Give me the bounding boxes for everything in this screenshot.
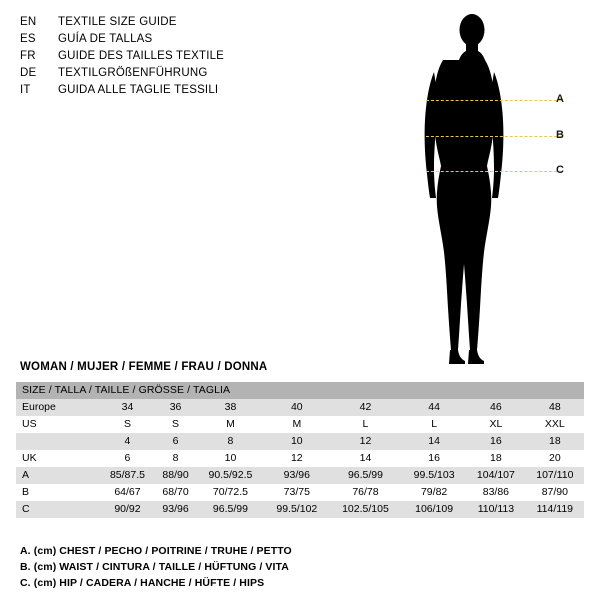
table-row (16, 450, 584, 467)
cell: 14 (329, 450, 402, 467)
cell: 46 (466, 399, 526, 416)
cell: M (196, 416, 265, 433)
cell: 8 (155, 450, 196, 467)
language-title: GUÍA DE TALLAS (58, 33, 153, 45)
row-label: US (16, 416, 100, 433)
cell: 44 (402, 399, 466, 416)
language-title: GUIDA ALLE TAGLIE TESSILI (58, 84, 219, 96)
cell: 38 (196, 399, 265, 416)
measure-line-waist (426, 136, 562, 137)
cell: 10 (265, 433, 329, 450)
footnote-chest: A. (cm) CHEST / PECHO / POITRINE / TRUHE / PETTO (20, 545, 292, 557)
cell: 93/96 (155, 501, 196, 518)
cell: 18 (526, 433, 584, 450)
cell: XL (466, 416, 526, 433)
row-label: Europe (16, 399, 100, 416)
cell: 83/86 (466, 484, 526, 501)
cell: 104/107 (466, 467, 526, 484)
cell: 110/113 (466, 501, 526, 518)
cell: 42 (329, 399, 402, 416)
gender-title: WOMAN / MUJER / FEMME / FRAU / DONNA (20, 361, 268, 373)
cell: 14 (402, 433, 466, 450)
cell: 93/96 (265, 467, 329, 484)
cell: XXL (526, 416, 584, 433)
cell: 18 (466, 450, 526, 467)
measure-label-c: C (556, 164, 564, 176)
cell: 99.5/103 (402, 467, 466, 484)
cell: 102.5/105 (329, 501, 402, 518)
cell: 34 (100, 399, 155, 416)
cell: 6 (100, 450, 155, 467)
cell: 16 (402, 450, 466, 467)
row-label: A (16, 467, 100, 484)
cell: 8 (196, 433, 265, 450)
cell: S (155, 416, 196, 433)
language-code: ES (20, 33, 36, 45)
language-row (20, 84, 400, 101)
row-label: C (16, 501, 100, 518)
footnote-block (20, 543, 580, 591)
cell: M (265, 416, 329, 433)
language-row (20, 50, 400, 67)
language-code: DE (20, 67, 37, 79)
cell: 90.5/92.5 (196, 467, 265, 484)
table-row (16, 399, 584, 416)
cell: 20 (526, 450, 584, 467)
language-row (20, 33, 400, 50)
cell: 106/109 (402, 501, 466, 518)
footnote-hip: C. (cm) HIP / CADERA / HANCHE / HÜFTE / HIPS (20, 577, 265, 589)
cell: 16 (466, 433, 526, 450)
cell: 88/90 (155, 467, 196, 484)
cell: 73/75 (265, 484, 329, 501)
cell: 70/72.5 (196, 484, 265, 501)
table-row (16, 433, 584, 450)
measure-label-a: A (556, 93, 564, 105)
cell: 90/92 (100, 501, 155, 518)
table-row (16, 467, 584, 484)
language-code: EN (20, 16, 37, 28)
cell: 96.5/99 (329, 467, 402, 484)
row-label (16, 433, 100, 450)
cell: 4 (100, 433, 155, 450)
cell: 68/70 (155, 484, 196, 501)
cell: L (402, 416, 466, 433)
cell: 79/82 (402, 484, 466, 501)
footnote-waist: B. (cm) WAIST / CINTURA / TAILLE / HÜFTUNG / VITA (20, 561, 289, 573)
table-row (16, 501, 584, 518)
cell: L (329, 416, 402, 433)
cell: 48 (526, 399, 584, 416)
row-label: UK (16, 450, 100, 467)
cell: 76/78 (329, 484, 402, 501)
cell: S (100, 416, 155, 433)
table-header-label: SIZE / TALLA / TAILLE / GRÖSSE / TAGLIA (16, 382, 584, 399)
language-title: TEXTILGRÖßENFÜHRUNG (58, 67, 208, 79)
language-row (20, 16, 400, 33)
cell: 96.5/99 (196, 501, 265, 518)
cell: 6 (155, 433, 196, 450)
size-table (16, 382, 584, 518)
language-code: FR (20, 50, 36, 62)
cell: 12 (329, 433, 402, 450)
cell: 64/67 (100, 484, 155, 501)
body-figure (410, 8, 580, 368)
cell: 114/119 (526, 501, 584, 518)
table-row (16, 484, 584, 501)
cell: 107/110 (526, 467, 584, 484)
cell: 99.5/102 (265, 501, 329, 518)
measure-line-hip (426, 171, 562, 172)
language-header-block (20, 16, 400, 101)
measure-label-b: B (556, 129, 564, 141)
language-title: GUIDE DES TAILLES TEXTILE (58, 50, 225, 62)
cell: 87/90 (526, 484, 584, 501)
cell: 36 (155, 399, 196, 416)
cell: 85/87.5 (100, 467, 155, 484)
cell: 10 (196, 450, 265, 467)
table-header-row (16, 382, 584, 399)
row-label: B (16, 484, 100, 501)
language-title: TEXTILE SIZE GUIDE (58, 16, 177, 28)
table-row (16, 416, 584, 433)
language-code: IT (20, 84, 31, 96)
cell: 12 (265, 450, 329, 467)
language-row (20, 67, 400, 84)
measure-line-chest (426, 100, 562, 101)
female-silhouette-icon (410, 8, 580, 368)
cell: 40 (265, 399, 329, 416)
